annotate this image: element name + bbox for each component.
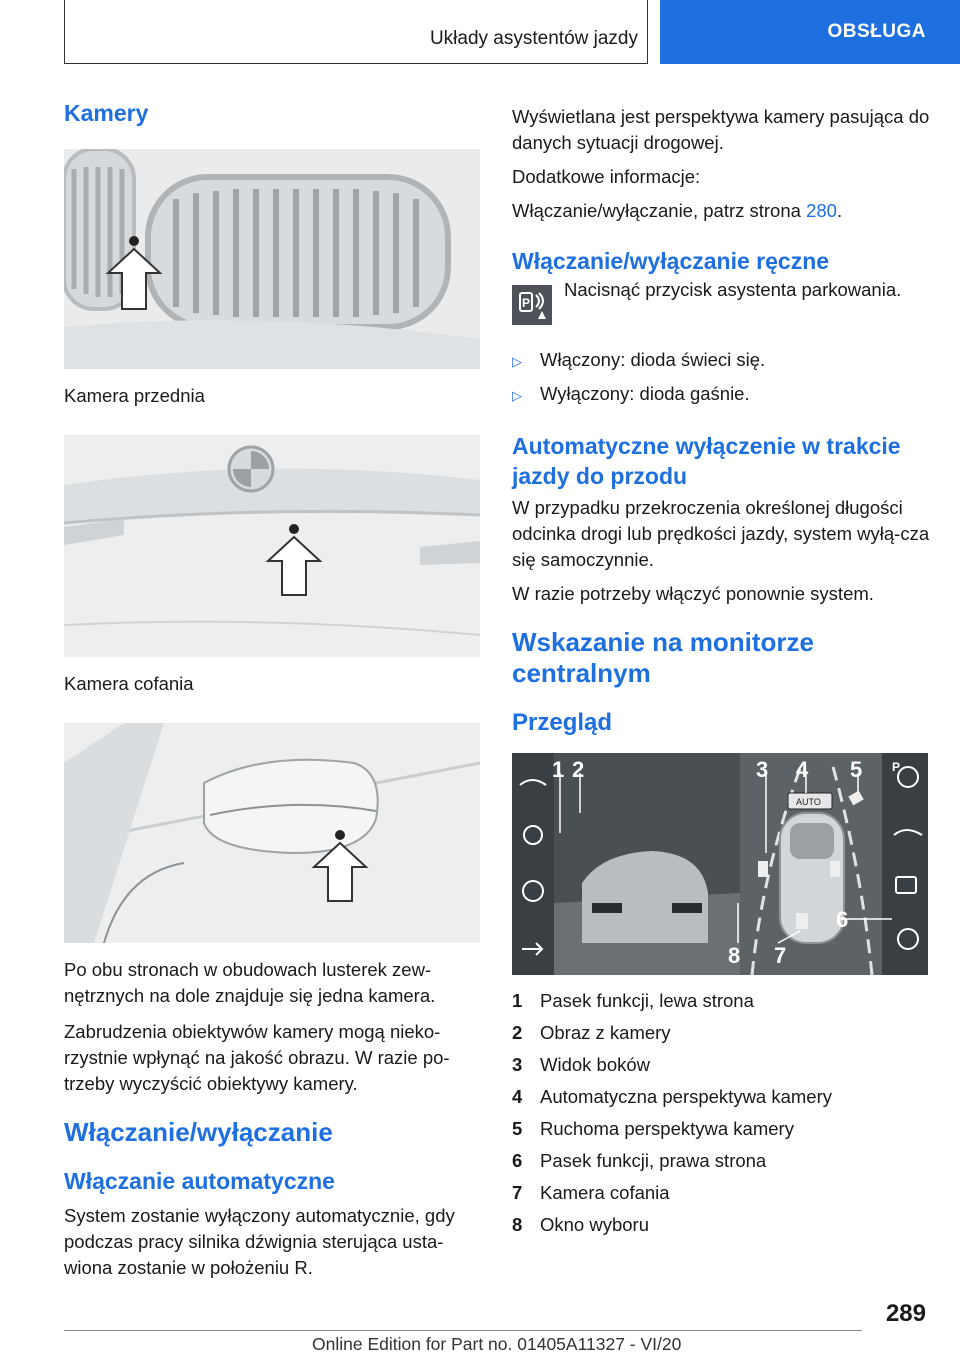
para-ref [512, 198, 930, 224]
footer-divider [64, 1330, 862, 1331]
para-auto-on: System zostanie wyłączony automatycznie, gdy podczas pracy silnika dźwignia sterująca usta-wiona zostanie w położeniu R. [64, 1205, 455, 1278]
caption-rear-camera: Kamera cofania [64, 673, 194, 694]
page-number: 289 [885, 1300, 926, 1327]
para-press-button: Nacisnąć przycisk asystenta parkowania. [564, 279, 902, 300]
monitor-screen-image [512, 753, 928, 975]
list-item: 7 Kamera cofania [512, 1182, 670, 1203]
bullet-off-text: Wyłączony: dioda gaśnie. [540, 383, 750, 404]
press-instruction [512, 279, 930, 327]
park-assist-button-icon [512, 285, 552, 325]
callout-2: 2 [572, 757, 585, 782]
svg-text:P: P [892, 760, 901, 774]
list-item [512, 347, 930, 375]
heading-auto-off: Automatyczne wyłączenie w trakcie jazdy do przodu [512, 433, 901, 489]
heading-overview: Przegląd [512, 709, 613, 736]
footer-edition: Online Edition for Part no. 01405A11327 - VI/20 [312, 1334, 682, 1354]
triangle-bullet-icon: ▷ [512, 354, 522, 369]
front-camera-image [64, 149, 480, 369]
para-ref-end: . [836, 200, 843, 221]
para-reenable: W razie potrzeby włączyć ponownie system. [512, 583, 874, 604]
chapter-tab[interactable] [660, 0, 960, 64]
para-auto-off: W przypadku przekroczenia określonej długości odcinka drogi lub prędkości jazdy, system wyłą-cza się samoczynnie. [512, 497, 930, 570]
list-item: 8 Okno wyboru [512, 1214, 649, 1235]
auto-badge: AUTO [796, 797, 821, 807]
callout-7: 7 [774, 943, 787, 968]
page-ref-link[interactable]: 280 [806, 200, 837, 221]
callout-1: 1 [552, 757, 565, 782]
list-item: 6 Pasek funkcji, prawa strona [512, 1150, 767, 1171]
legend-list [512, 985, 930, 1241]
svg-text:P: P [522, 296, 531, 310]
callout-6: 6 [836, 907, 849, 932]
para-more-info: Dodatkowe informacje: [512, 166, 701, 187]
heading-cameras: Kamery [64, 100, 149, 126]
rear-camera-image [64, 435, 480, 657]
list-item: 4 Automatyczna perspektywa kamery [512, 1086, 833, 1107]
callout-5: 5 [850, 757, 863, 782]
led-bullets [512, 347, 930, 409]
mirror-camera-image [64, 723, 480, 943]
left-column [64, 100, 482, 1281]
callout-4: 4 [796, 757, 809, 782]
bullet-on-text: Włączony: dioda świeci się. [540, 349, 766, 370]
caption-front-camera: Kamera przednia [64, 385, 205, 406]
para-dirt: Zabrudzenia obiektywów kamery mogą nieko-rzystnie wpłynąć na jakość obrazu. W razie po-trzeby wyczyścić obiektywy kamery. [64, 1021, 450, 1094]
para-ref-text: Włączanie/wyłączanie, patrz strona [512, 200, 807, 221]
heading-onoff: Włączanie/wyłączanie [64, 1117, 333, 1147]
callout-8: 8 [728, 943, 741, 968]
list-item: 3 Widok boków [512, 1054, 651, 1075]
chapter-tab-label: OBSŁUGA [827, 21, 926, 42]
section-title: Układy asystentów jazdy [429, 28, 638, 49]
triangle-bullet-icon: ▷ [512, 388, 522, 403]
list-item: 5 Ruchoma perspektywa kamery [512, 1118, 794, 1139]
heading-manual: Włączanie/wyłączanie ręczne [512, 248, 830, 274]
list-item [512, 381, 930, 409]
right-column [512, 104, 930, 1241]
para-mirror-cameras: Po obu stronach w obudowach lusterek zew-nętrznych na dole znajduje się jedna kamera. [64, 959, 436, 1006]
heading-auto-on: Włączanie automatyczne [64, 1168, 335, 1194]
para-perspective: Wyświetlana jest perspektywa kamery pasująca do danych sytuacji drogowej. [512, 106, 930, 153]
heading-monitor: Wskazanie na monitorze centralnym [512, 627, 814, 688]
list-item: 1 Pasek funkcji, lewa strona [512, 990, 754, 1011]
list-item: 2 Obraz z kamery [512, 1022, 671, 1043]
callout-3: 3 [756, 757, 769, 782]
